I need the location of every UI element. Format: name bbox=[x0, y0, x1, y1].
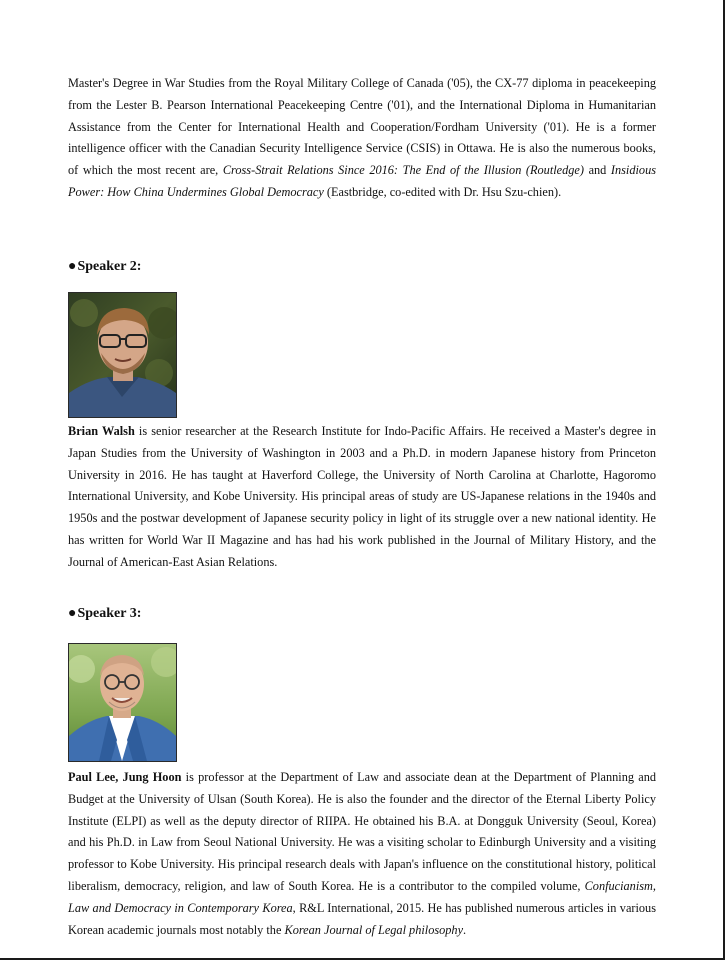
speaker3-bio-text: , R&L International, 2015. He has published numerous articles in various Korean academic journals most notably the bbox=[68, 900, 656, 937]
speaker2-name: Brian Walsh bbox=[68, 424, 135, 438]
speaker3-photo bbox=[68, 643, 177, 762]
book-title: Cross-Strait Relations Since 2016: The End of the Illusion (Routledge) bbox=[222, 163, 584, 178]
bullet-icon: ● bbox=[68, 606, 77, 621]
book-title: Insidious Power: How China Undermines Global Democracy bbox=[68, 163, 656, 199]
speaker2-bio bbox=[68, 421, 656, 574]
heading-label: Speaker 2: bbox=[77, 259, 142, 274]
intro-text: (Eastbridge, co-edited with Dr. Hsu Szu-chien). bbox=[323, 184, 562, 199]
intro-text: and bbox=[583, 163, 611, 178]
journal-title: Korean Journal of Legal philosophy bbox=[284, 922, 464, 937]
speaker2-photo bbox=[68, 292, 177, 418]
speaker1-bio-continued bbox=[68, 73, 656, 204]
book-title: Confucianism, Law and Democracy in Contemporary Korea bbox=[68, 878, 656, 915]
speaker3-heading bbox=[68, 606, 141, 622]
bullet-icon: ● bbox=[68, 259, 77, 274]
speaker3-bio bbox=[68, 767, 656, 941]
speaker3-name: Paul Lee, Jung Hoon bbox=[68, 770, 182, 784]
heading-label: Speaker 3: bbox=[77, 606, 142, 621]
speaker2-heading bbox=[68, 259, 141, 275]
speaker3-bio-text: . bbox=[463, 922, 467, 937]
speaker2-bio-text: is senior researcher at the Research Institute for Indo-Pacific Affairs. He received a Master's degree in Japan Studies from the University of Washington in 2003 and a Ph.D. in modern Japanese history from Princeton University in 2016. He has taught at Haverford College, the University of North Carolina at Charlotte, Hagoromo International University, and Kobe University. His principal areas of study are US-Japanese relations in the 1940s and 1950s and the postwar development of Japanese security policy in light of its struggle over a new national identity. He has written for World War II Magazine and has had his work published in the Journal of Military History, and the Journal of American-East Asian Relations. bbox=[68, 424, 656, 569]
intro-text: Master's Degree in War Studies from the Royal Military College of Canada ('05), the CX-77 diploma in peacekeeping from the Lester B. Pearson International Peacekeeping Centre ('01), and the International Diploma in Humanitarian Assistance from the Center for International Health and Cooperation/Fordham University ('01). He is a former intelligence officer with the Canadian Security Intelligence Service (CSIS) in Ottawa. He is also the numerous books, of which the most recent are, bbox=[68, 76, 656, 178]
speaker3-bio-text: is professor at the Department of Law and associate dean at the Department of Planning and Budget at the University of Ulsan (South Korea). He is also the founder and the director of the Eternal Liberty Policy Institute (ELPI) as well as the deputy director of RIIPA. He obtained his B.A. at Dongguk University (Seoul, Korea) and his Ph.D. in Law from Seoul National University. He was a visiting scholar to Edinburgh University and a visiting professor to Kobe University. His principal research deals with Japan's influence on the constitutional history, political liberalism, democracy, religion, and law of South Korea. He is a contributor to the compiled volume, bbox=[68, 770, 656, 893]
